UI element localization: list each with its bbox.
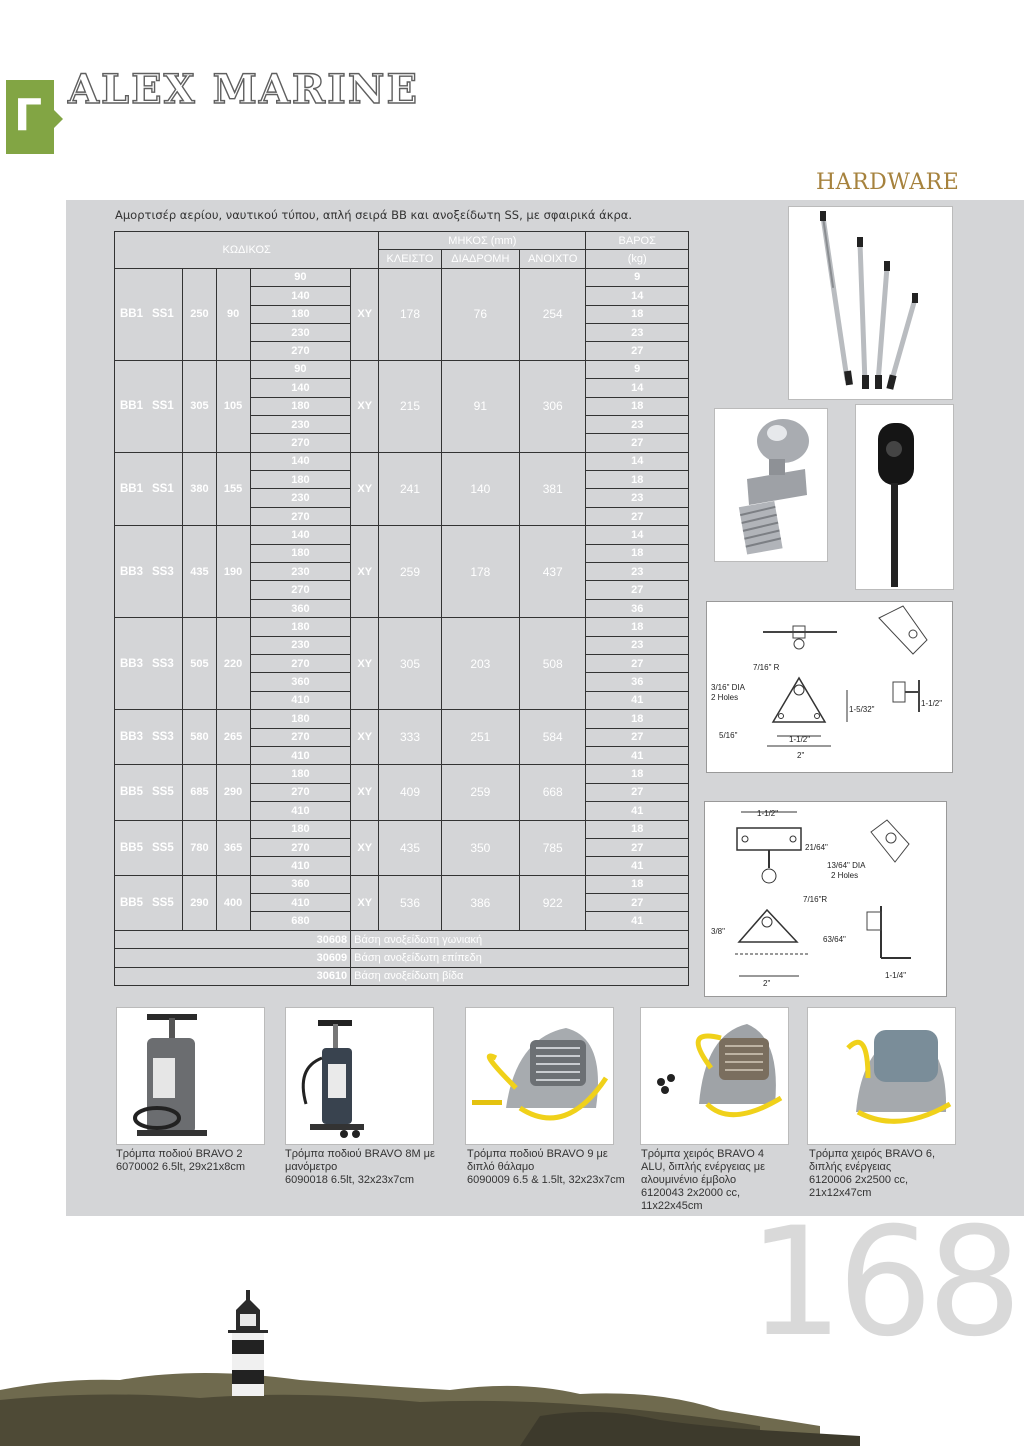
spec-table-body [115, 268, 689, 985]
caption-line: αλουμινένιο έμβολο [641, 1174, 737, 1186]
table-row [115, 618, 689, 636]
table-row [115, 452, 689, 470]
diagram2-d-label: 2" [763, 979, 771, 988]
brand-mark [6, 80, 54, 154]
diagram1-holes-label: 2 Holes [711, 693, 739, 702]
cell-stroke: 91 [441, 360, 519, 452]
cell-suffix: XY [351, 526, 379, 618]
cell-stroke-code: 155 [216, 452, 250, 526]
series-ss: SS3 [152, 731, 174, 744]
series-bb: BB3 [120, 657, 144, 670]
header-stroke: ΔΙΑΔΡΟΜΗ [441, 250, 519, 268]
cell-force: 230 [250, 323, 351, 341]
cell-weight: 9 [586, 268, 689, 286]
cell-force: 180 [250, 544, 351, 562]
cell-suffix: XY [351, 360, 379, 452]
caption-line: 11x22x45cm [641, 1200, 703, 1212]
table-row [115, 765, 689, 783]
cell-series [115, 765, 183, 820]
cell-open: 437 [520, 526, 586, 618]
caption-line: 6070002 6.5lt, 29x21x8cm [116, 1161, 246, 1173]
product-photo-bravo-6 [807, 1007, 956, 1145]
cell-open: 922 [520, 875, 586, 930]
diagram2-top-label: 1-1/2" [757, 809, 779, 818]
cell-weight: 27 [586, 728, 689, 746]
cell-closed: 333 [379, 710, 441, 765]
cell-stroke: 259 [441, 765, 519, 820]
footer-desc: Βάση ανοξείδωτη επίπεδη [351, 949, 689, 967]
caption-line: 6120006 2x2500 cc, [809, 1174, 909, 1186]
product-caption-bravo-6 [809, 1148, 959, 1200]
cell-weight: 18 [586, 618, 689, 636]
cell-force: 270 [250, 581, 351, 599]
cell-weight: 14 [586, 379, 689, 397]
cell-stroke: 251 [441, 710, 519, 765]
diagram1-b-label: 1-1/2" [789, 735, 811, 744]
cell-weight: 9 [586, 360, 689, 378]
cell-suffix: XY [351, 765, 379, 820]
cell-force: 90 [250, 268, 351, 286]
cell-closed: 305 [379, 618, 441, 710]
cell-force: 90 [250, 360, 351, 378]
cell-weight: 27 [586, 507, 689, 525]
cell-closed: 435 [379, 820, 441, 875]
caption-line: 21x12x47cm [809, 1187, 872, 1199]
series-ss: SS3 [152, 565, 174, 578]
cell-series [115, 618, 183, 710]
caption-line: 6090018 6.5lt, 32x23x7cm [285, 1174, 415, 1186]
cell-weight: 14 [586, 452, 689, 470]
cell-weight: 23 [586, 323, 689, 341]
cell-weight: 27 [586, 342, 689, 360]
cell-closed: 259 [379, 526, 441, 618]
series-ss: SS1 [152, 400, 174, 413]
cell-length-code: 305 [183, 360, 216, 452]
cell-force: 140 [250, 452, 351, 470]
cell-force: 180 [250, 618, 351, 636]
caption-line: Τρόμπα ποδιού BRAVO 9 με [467, 1148, 608, 1160]
cell-suffix: XY [351, 618, 379, 710]
cell-closed: 536 [379, 875, 441, 930]
page-number: 168 [748, 1196, 1017, 1370]
cell-weight: 18 [586, 397, 689, 415]
product-photo-bravo-9 [465, 1007, 614, 1145]
table-row [115, 710, 689, 728]
series-bb: BB5 [120, 786, 144, 799]
cell-weight: 18 [586, 305, 689, 323]
table-footer-row [115, 949, 689, 967]
product-caption-bravo-8m [285, 1148, 450, 1187]
cell-weight: 27 [586, 838, 689, 856]
cell-force: 270 [250, 342, 351, 360]
caption-line: Τρόμπα ποδιού BRAVO 2 [116, 1148, 243, 1160]
header-code: ΚΩΔΙΚΟΣ [115, 232, 379, 269]
series-ss: SS1 [152, 308, 174, 321]
spec-table [114, 231, 689, 986]
cell-weight: 36 [586, 673, 689, 691]
cell-closed: 409 [379, 765, 441, 820]
caption-line: ALU, διπλής ενέργειας με [641, 1161, 766, 1173]
series-ss: SS5 [152, 841, 174, 854]
cell-stroke-code: 400 [216, 875, 250, 930]
footer-desc: Βάση ανοξείδωτη γωνιακή [351, 930, 689, 948]
cell-force: 410 [250, 894, 351, 912]
caption-line: μανόμετρο [285, 1161, 338, 1173]
cell-stroke-code: 90 [216, 268, 250, 360]
bracket-diagram-1 [706, 601, 953, 773]
cell-open: 508 [520, 618, 586, 710]
caption-line: 6120043 2x2000 cc, [641, 1187, 741, 1199]
diagram2-a-label: 21/64" [805, 843, 828, 852]
bracket-diagram-2 [704, 801, 947, 997]
series-bb: BB5 [120, 841, 144, 854]
cell-force: 230 [250, 489, 351, 507]
header-length: ΜΗΚΟΣ (mm) [379, 232, 586, 250]
cell-weight: 18 [586, 710, 689, 728]
table-row [115, 268, 689, 286]
cell-series [115, 875, 183, 930]
cell-length-code: 685 [183, 765, 216, 820]
brand-mark-notch [54, 110, 63, 128]
series-ss: SS3 [152, 657, 174, 670]
cell-series [115, 820, 183, 875]
cell-series [115, 360, 183, 452]
cell-closed: 178 [379, 268, 441, 360]
cell-length-code: 290 [183, 875, 216, 930]
cell-weight: 41 [586, 691, 689, 709]
cell-weight: 41 [586, 857, 689, 875]
cell-stroke: 386 [441, 875, 519, 930]
diagram2-r-label: 7/16"R [803, 895, 828, 904]
product-caption-bravo-9 [467, 1148, 637, 1187]
cell-force: 180 [250, 820, 351, 838]
footer-code: 30608 [115, 930, 351, 948]
cell-weight: 18 [586, 471, 689, 489]
cell-force: 180 [250, 397, 351, 415]
cell-suffix: XY [351, 710, 379, 765]
footer-code: 30610 [115, 967, 351, 985]
cell-force: 270 [250, 434, 351, 452]
cell-stroke: 203 [441, 618, 519, 710]
cell-weight: 23 [586, 563, 689, 581]
cell-stroke-code: 190 [216, 526, 250, 618]
cell-weight: 27 [586, 654, 689, 672]
cell-closed: 241 [379, 452, 441, 526]
ball-stud-photo [714, 408, 828, 562]
cell-force: 270 [250, 783, 351, 801]
table-row [115, 820, 689, 838]
diagram1-dia-label: 3/16" DIA [711, 683, 745, 692]
table-footer-row [115, 930, 689, 948]
table-row [115, 360, 689, 378]
cell-length-code: 435 [183, 526, 216, 618]
header-weight: ΒΑΡΟΣ [586, 232, 689, 250]
cell-force: 140 [250, 287, 351, 305]
cell-weight: 18 [586, 820, 689, 838]
cell-stroke-code: 105 [216, 360, 250, 452]
cell-weight: 18 [586, 875, 689, 893]
cell-stroke: 350 [441, 820, 519, 875]
cell-stroke-code: 265 [216, 710, 250, 765]
cell-stroke: 178 [441, 526, 519, 618]
cell-force: 360 [250, 599, 351, 617]
cell-weight: 27 [586, 581, 689, 599]
cell-weight: 41 [586, 802, 689, 820]
cell-stroke-code: 220 [216, 618, 250, 710]
cell-open: 381 [520, 452, 586, 526]
footer-code: 30609 [115, 949, 351, 967]
cell-open: 785 [520, 820, 586, 875]
product-photo-bravo-8m [285, 1007, 434, 1145]
cell-force: 230 [250, 415, 351, 433]
caption-line: Τρόμπα χειρός BRAVO 6, [809, 1148, 936, 1160]
diagram1-d-label: 1-5/32" [849, 705, 875, 714]
cell-force: 360 [250, 875, 351, 893]
cell-suffix: XY [351, 268, 379, 360]
cell-force: 410 [250, 746, 351, 764]
cell-force: 270 [250, 507, 351, 525]
product-photo-bravo-4 [640, 1007, 789, 1145]
cell-weight: 23 [586, 636, 689, 654]
cell-stroke: 76 [441, 268, 519, 360]
cell-length-code: 580 [183, 710, 216, 765]
cell-closed: 215 [379, 360, 441, 452]
cell-force: 410 [250, 691, 351, 709]
section-title: HARDWARE [816, 170, 960, 195]
cell-length-code: 505 [183, 618, 216, 710]
cell-stroke-code: 290 [216, 765, 250, 820]
cell-weight: 23 [586, 415, 689, 433]
cell-weight: 14 [586, 526, 689, 544]
gas-springs-photo [788, 206, 953, 400]
header-closed: ΚΛΕΙΣΤΟ [379, 250, 441, 268]
cell-weight: 23 [586, 489, 689, 507]
cell-weight: 14 [586, 287, 689, 305]
series-bb: BB3 [120, 565, 144, 578]
product-photo-bravo-2 [116, 1007, 265, 1145]
caption-line: διπλό θάλαμο [467, 1161, 535, 1173]
footer-desc: Βάση ανοξείδωτη βίδα [351, 967, 689, 985]
series-ss: SS5 [152, 786, 174, 799]
series-bb: BB5 [120, 896, 144, 909]
cell-weight: 27 [586, 783, 689, 801]
cell-series [115, 710, 183, 765]
series-ss: SS1 [152, 482, 174, 495]
header-weight-unit: (kg) [586, 250, 689, 268]
diagram2-b-label: 3/8" [711, 927, 725, 936]
diagram2-e-label: 1-1/4" [885, 971, 907, 980]
series-bb: BB1 [120, 400, 144, 413]
diagram1-e-label: 1-1/2" [921, 699, 943, 708]
cell-weight: 41 [586, 746, 689, 764]
caption-line: 6090009 6.5 & 1.5lt, 32x23x7cm [467, 1174, 625, 1186]
caption-line: Τρόμπα ποδιού BRAVO 8M με [285, 1148, 435, 1160]
table-footer-row [115, 967, 689, 985]
cell-open: 306 [520, 360, 586, 452]
cell-weight: 18 [586, 544, 689, 562]
cell-force: 360 [250, 673, 351, 691]
table-row [115, 526, 689, 544]
diagram1-c-label: 2" [797, 751, 805, 760]
cell-force: 140 [250, 379, 351, 397]
cell-force: 270 [250, 728, 351, 746]
cell-stroke: 140 [441, 452, 519, 526]
header-open: ΑΝΟΙΧΤΟ [520, 250, 586, 268]
cell-force: 180 [250, 765, 351, 783]
series-bb: BB3 [120, 731, 144, 744]
cell-open: 668 [520, 765, 586, 820]
cell-force: 230 [250, 563, 351, 581]
series-bb: BB1 [120, 308, 144, 321]
cell-series [115, 452, 183, 526]
end-fitting-photo [855, 404, 954, 590]
diagram2-dia-label: 13/64" DIA [827, 861, 866, 870]
cell-open: 254 [520, 268, 586, 360]
series-bb: BB1 [120, 482, 144, 495]
cell-suffix: XY [351, 875, 379, 930]
cell-suffix: XY [351, 820, 379, 875]
lighthouse-illustration [0, 1240, 1024, 1446]
cell-open: 584 [520, 710, 586, 765]
cell-weight: 36 [586, 599, 689, 617]
cell-weight: 27 [586, 894, 689, 912]
cell-weight: 41 [586, 912, 689, 930]
brand-mark-letter: Γ [14, 90, 43, 141]
cell-force: 180 [250, 471, 351, 489]
cell-series [115, 526, 183, 618]
cell-length-code: 380 [183, 452, 216, 526]
cell-force: 180 [250, 305, 351, 323]
cell-force: 680 [250, 912, 351, 930]
cell-force: 180 [250, 710, 351, 728]
cell-series [115, 268, 183, 360]
table-row [115, 875, 689, 893]
cell-force: 140 [250, 526, 351, 544]
cell-force: 270 [250, 654, 351, 672]
series-ss: SS5 [152, 896, 174, 909]
diagram1-radius-label: 7/16" R [753, 663, 780, 672]
cell-weight: 27 [586, 434, 689, 452]
cell-force: 410 [250, 857, 351, 875]
cell-weight: 18 [586, 765, 689, 783]
diagram1-a-label: 5/16" [719, 731, 738, 740]
product-caption-bravo-2 [116, 1148, 266, 1174]
intro-text: Αμορτισέρ αερίου, ναυτικού τύπου, απλή σειρά BB και ανοξείδωτη SS, με σφαιρικά άκρα. [115, 208, 633, 222]
brand-name: ALEX MARINE [68, 66, 419, 113]
diagram2-holes-label: 2 Holes [831, 871, 859, 880]
cell-length-code: 780 [183, 820, 216, 875]
cell-force: 270 [250, 838, 351, 856]
cell-length-code: 250 [183, 268, 216, 360]
caption-line: διπλής ενέργειας [809, 1161, 892, 1173]
cell-stroke-code: 365 [216, 820, 250, 875]
cell-suffix: XY [351, 452, 379, 526]
cell-force: 410 [250, 802, 351, 820]
cell-force: 230 [250, 636, 351, 654]
caption-line: Τρόμπα χειρός BRAVO 4 [641, 1148, 765, 1160]
diagram2-c-label: 63/64" [823, 935, 846, 944]
